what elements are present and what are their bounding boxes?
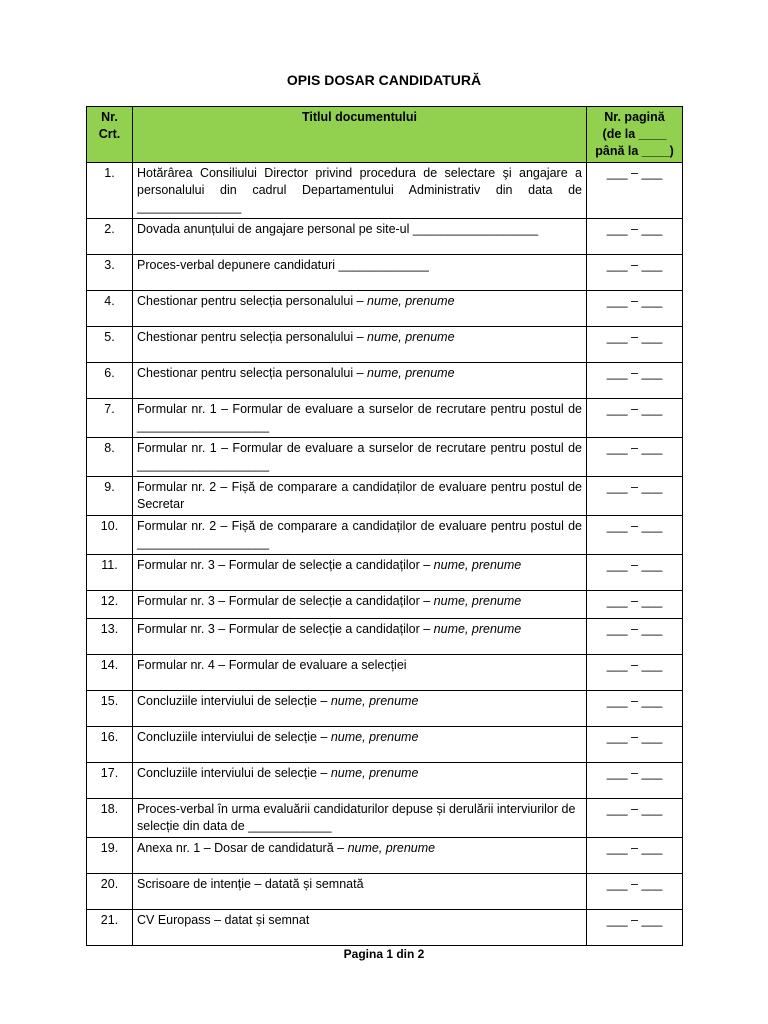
document-title-cell [133,874,587,910]
row-number: 8. [87,438,133,477]
header-titlu: Titlul documentului [133,107,587,163]
document-text: Chestionar pentru selecția personalului – [137,366,367,380]
header-pag-line1: Nr. pagină [604,110,665,124]
table-row [87,399,683,438]
document-title: OPIS DOSAR CANDIDATURĂ [286,72,482,88]
document-name-placeholder: nume, prenume [330,730,419,744]
table-row [87,438,683,477]
document-name-placeholder: nume, prenume [347,841,436,855]
table-row [87,291,683,327]
page-range-cell: ___ – ___ [587,327,683,363]
document-title-cell [133,327,587,363]
table-row [87,219,683,255]
page-range-cell: ___ – ___ [587,555,683,591]
page-range-cell: ___ – ___ [587,619,683,655]
page-range-cell: ___ – ___ [587,516,683,555]
header-pag-line3: până la ____) [595,144,674,158]
document-text: Proces-verbal depunere candidaturi _____________ [137,258,429,272]
document-title-cell [133,363,587,399]
document-title-cell [133,655,587,691]
table-header-row [87,107,683,163]
document-text: Chestionar pentru selecția personalului – [137,330,367,344]
document-title-cell [133,838,587,874]
page-range-cell: ___ – ___ [587,591,683,619]
table-row [87,363,683,399]
document-text: Scrisoare de intenție – datată și semnată [137,877,364,891]
page-range-cell: ___ – ___ [587,655,683,691]
document-title-cell [133,591,587,619]
table-row [87,163,683,219]
document-title-cell [133,163,587,219]
page-range-cell: ___ – ___ [587,219,683,255]
row-number: 19. [87,838,133,874]
document-name-placeholder: nume, prenume [367,366,455,380]
table-row [87,655,683,691]
document-text: CV Europass – datat și semnat [137,913,310,927]
header-nr-pagina [587,107,683,163]
document-name-placeholder: nume, prenume [433,558,522,572]
document-text: Hotărârea Consiliului Director privind procedura de selectare şi angajare a personalului din cadrul Departamentului Administrativ din data de _______________ [137,166,582,214]
page-range-cell: ___ – ___ [587,763,683,799]
row-number: 20. [87,874,133,910]
table-row [87,910,683,946]
table-row [87,874,683,910]
row-number: 5. [87,327,133,363]
document-title-cell [133,763,587,799]
page-range-cell: ___ – ___ [587,477,683,516]
document-text: Proces-verbal în urma evaluării candidaturilor depuse și derulării interviurilor de selecție din data de ____________ [137,802,576,833]
row-number: 11. [87,555,133,591]
table-row [87,838,683,874]
row-number: 17. [87,763,133,799]
page-range-cell: ___ – ___ [587,438,683,477]
row-number: 18. [87,799,133,838]
document-text: Chestionar pentru selecția personalului – [137,294,367,308]
page-range-cell: ___ – ___ [587,163,683,219]
document-title-cell [133,691,587,727]
document-title-cell [133,619,587,655]
document-title-cell [133,727,587,763]
page-range-cell: ___ – ___ [587,910,683,946]
header-nr-line2: Crt. [98,127,121,141]
header-nr-line1: Nr. [101,110,118,124]
row-number: 16. [87,727,133,763]
row-number: 3. [87,255,133,291]
document-title-cell [133,219,587,255]
header-pag-line2: (de la ____ [602,127,667,141]
row-number: 14. [87,655,133,691]
document-name-placeholder: nume, prenume [330,694,419,708]
document-name-placeholder: nume, prenume [367,294,455,308]
page-range-cell: ___ – ___ [587,399,683,438]
opis-table [86,106,683,946]
document-text: Formular nr. 3 – Formular de selecție a candidaților – [137,594,434,608]
table-row [87,516,683,555]
document-title-cell [133,910,587,946]
document-text: Formular nr. 2 – Fișă de comparare a candidaților de evaluare pentru postul de ___________________ [137,519,582,550]
document-text: Concluziile interviului de selecție – [137,766,331,780]
table-row [87,591,683,619]
document-text: Formular nr. 1 – Formular de evaluare a surselor de recrutare pentru postul de ___________________ [137,402,582,433]
page-range-cell: ___ – ___ [587,363,683,399]
document-title-cell [133,438,587,477]
document-text: Formular nr. 1 – Formular de evaluare a surselor de recrutare pentru postul de ___________________ [137,441,582,472]
row-number: 21. [87,910,133,946]
row-number: 6. [87,363,133,399]
page-range-cell: ___ – ___ [587,255,683,291]
document-name-placeholder: nume, prenume [433,622,522,636]
page-footer: Pagina 1 din 2 [343,947,425,961]
row-number: 9. [87,477,133,516]
document-text: Concluziile interviului de selecție – [137,730,331,744]
row-number: 2. [87,219,133,255]
document-title-cell [133,399,587,438]
row-number: 7. [87,399,133,438]
page-range-cell: ___ – ___ [587,691,683,727]
table-row [87,799,683,838]
document-title-cell [133,799,587,838]
page-range-cell: ___ – ___ [587,799,683,838]
row-number: 13. [87,619,133,655]
document-title-cell [133,291,587,327]
row-number: 4. [87,291,133,327]
document-name-placeholder: nume, prenume [330,766,419,780]
header-nr-crt [87,107,133,163]
document-title-cell [133,255,587,291]
page-range-cell: ___ – ___ [587,291,683,327]
document-title-cell [133,555,587,591]
table-row [87,763,683,799]
row-number: 1. [87,163,133,219]
document-title-cell [133,516,587,555]
document-text: Concluziile interviului de selecție – [137,694,331,708]
table-row [87,327,683,363]
document-text: Formular nr. 3 – Formular de selecție a candidaților – [137,622,434,636]
document-text: Dovada anunțului de angajare personal pe site-ul __________________ [137,222,539,236]
page-range-cell: ___ – ___ [587,874,683,910]
document-text: Anexa nr. 1 – Dosar de candidatură – [137,841,348,855]
row-number: 12. [87,591,133,619]
document-text: Formular nr. 4 – Formular de evaluare a selecției [137,658,407,672]
document-text: Formular nr. 3 – Formular de selecție a candidaților – [137,558,434,572]
row-number: 10. [87,516,133,555]
table-row [87,555,683,591]
table-row [87,255,683,291]
table-row [87,619,683,655]
document-title-cell [133,477,587,516]
document-name-placeholder: nume, prenume [367,330,455,344]
table-row [87,691,683,727]
table-row [87,727,683,763]
document-name-placeholder: nume, prenume [433,594,522,608]
page-range-cell: ___ – ___ [587,838,683,874]
row-number: 15. [87,691,133,727]
document-text: Formular nr. 2 – Fișă de comparare a candidaților de evaluare pentru postul de Secretar [137,480,582,511]
table-row [87,477,683,516]
page-range-cell: ___ – ___ [587,727,683,763]
